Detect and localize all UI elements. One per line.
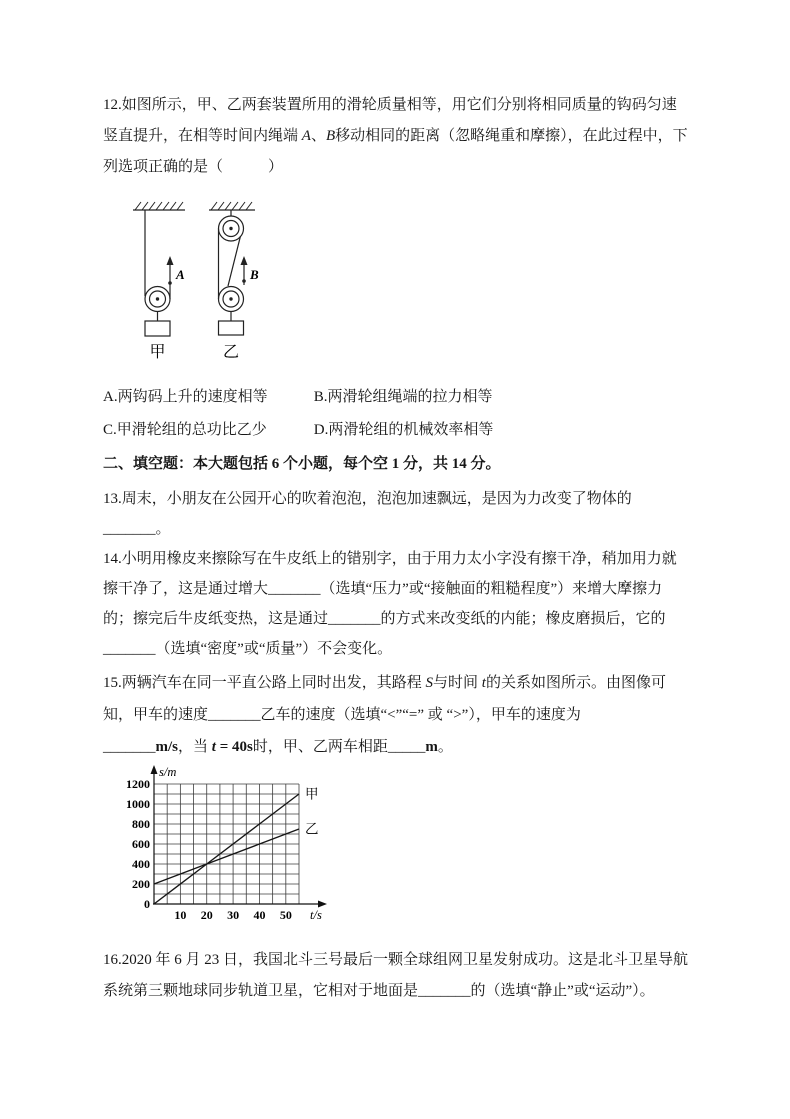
question-15: [103, 667, 695, 763]
y-axis-arrow-icon: [151, 765, 158, 774]
q15-line1-seg1: 15.两辆汽车在同一平直公路上同时出发，其路程: [103, 675, 426, 691]
y-tick-label: 600: [132, 837, 150, 851]
movable-pulley-yi-axle: [229, 297, 232, 300]
q15-line3-seg6: 时，甲、乙两车相距: [252, 739, 388, 755]
q15-blank-speed: _______: [103, 739, 156, 755]
ceiling-hatch-left-icon: [135, 202, 183, 210]
q12-option-a: A.两钩码上升的速度相等: [103, 389, 268, 405]
q15-line3-seg9: 。: [437, 739, 453, 755]
q15-chart-wrap: [118, 763, 695, 931]
q15-time-value: = 40s: [215, 739, 253, 755]
question-16-line-1: 16.2020 年 6 月 23 日，我国北斗三号最后一颗全球组网卫星发射成功。这是北斗卫星导航: [103, 952, 689, 968]
question-15-line-3: [103, 731, 695, 763]
pulley-system-yi: [209, 202, 259, 361]
series-label-0: 甲: [305, 786, 319, 802]
weight-block-jia: [145, 321, 170, 336]
q15-line3-seg3: ，当: [178, 739, 212, 755]
question-13: [103, 484, 695, 544]
question-14-line-4: _______（选填“密度”或“质量”）不会变化。: [103, 641, 393, 657]
q12-rope-end-a-label: A: [301, 128, 311, 144]
question-14: [103, 544, 695, 664]
pulley-figure: [127, 195, 695, 363]
question-14-line-1: 14.小明用橡皮来擦除写在牛皮纸上的错别字，由于用力太小字没有擦干净，稍加用力就: [103, 551, 677, 567]
y-tick-label: 1000: [126, 797, 150, 811]
q12-option-c: C.甲滑轮组的总功比乙少: [103, 422, 267, 438]
x-tick-label: 50: [279, 908, 292, 922]
force-arrow-a-icon: [167, 256, 174, 265]
q15-unit-mps: m/s: [155, 739, 178, 755]
x-tick-label: 10: [174, 908, 187, 922]
question-12-line-1: 12.如图所示，甲、乙两套装置所用的滑轮质量相等，用它们分别将相同质量的钩码匀速: [103, 97, 677, 113]
rope-a-grip-dot: [168, 281, 172, 285]
question-14-line-2: 擦干净了，这是通过增大_______（选填“压力”或“接触面的粗糙程度”）来增大摩擦力: [103, 581, 663, 597]
q12-rope-end-b-label: B: [325, 128, 336, 144]
q15-time-symbol-2: t: [211, 739, 216, 755]
q12-option-b: B.两滑轮组绳端的拉力相等: [313, 389, 493, 405]
page-content: [103, 90, 695, 1007]
question-12-line-3: 列选项正确的是（ ）: [103, 159, 284, 175]
q15-time-symbol: t: [481, 675, 486, 691]
y-tick-label: 800: [132, 817, 150, 831]
rope-b-grip-dot: [242, 279, 246, 283]
q15-line1-seg3: 与时间: [433, 675, 482, 691]
force-b-label: B: [250, 267, 259, 282]
caption-jia: 甲: [149, 344, 166, 361]
force-arrow-b-icon: [241, 256, 248, 265]
q12-option-row-2: [103, 414, 695, 447]
caption-yi: 乙: [222, 344, 240, 361]
series-line-1: [154, 829, 299, 884]
question-13-line-2: _______。: [103, 521, 171, 537]
force-a-label: A: [176, 267, 185, 282]
x-tick-label: 40: [253, 908, 266, 922]
y-axis-label: s/m: [159, 765, 177, 779]
weight-block-yi: [219, 321, 244, 335]
question-16: [103, 945, 695, 1007]
q12-line2-seg3: 、: [310, 128, 326, 144]
distance-time-graph: [118, 763, 333, 931]
pulley-system-jia: [133, 202, 185, 361]
q15-line1-seg5: 的关系如图所示。由图像可: [485, 675, 666, 691]
question-14-line-3: 的；擦完后牛皮纸变热，这是通过_______的方式来改变纸的内能；橡皮磨损后，它的: [103, 611, 666, 627]
question-12: [103, 90, 695, 183]
section-2-header: 二、填空题：本大题包括 6 个小题，每个空 1 分，共 14 分。: [103, 456, 501, 472]
q15-blank-distance: _____: [387, 739, 426, 755]
y-tick-label: 200: [132, 877, 150, 891]
ceiling-hatch-right-icon: [211, 202, 252, 210]
x-tick-label: 30: [227, 908, 240, 922]
q12-option-row-1: [103, 381, 695, 414]
y-tick-label: 1200: [126, 777, 150, 791]
x-axis-label: t/s: [310, 908, 322, 922]
question-15-line-1: [103, 667, 695, 699]
q15-unit-m: m: [425, 739, 438, 755]
y-tick-label: 0: [144, 897, 150, 911]
x-tick-label: 20: [200, 908, 213, 922]
question-12-line-2: [103, 121, 695, 152]
question-15-line-2: 知，甲车的速度_______乙车的速度（选填“<”“=” 或 “>”），甲车的速度为: [103, 707, 581, 723]
q15-distance-symbol: S: [425, 675, 434, 691]
rope-yi-diagonal: [228, 236, 241, 286]
question-13-line-1: 13.周末，小朋友在公园开心的吹着泡泡，泡泡加速飘远，是因为力改变了物体的: [103, 491, 632, 507]
x-axis-arrow-icon: [318, 901, 327, 908]
series-line-0: [154, 794, 299, 904]
q12-line2-seg5: 移动相同的距离（忽略绳重和摩擦），在此过程中，下: [335, 128, 688, 144]
q12-option-d: D.两滑轮组的机械效率相等: [313, 422, 494, 438]
pulley-figure-svg: [127, 195, 297, 363]
y-tick-label: 400: [132, 857, 150, 871]
question-16-line-2: 系统第三颗地球同步轨道卫星，它相对于地面是_______的（选填“静止”或“运动”）。: [103, 983, 655, 999]
series-label-1: 乙: [305, 821, 319, 837]
pulley-jia-axle: [156, 297, 159, 300]
q12-options: [103, 381, 695, 447]
q12-line2-seg1: 竖直提升，在相等时间内绳端: [103, 128, 302, 144]
fixed-pulley-yi-axle: [229, 227, 232, 230]
